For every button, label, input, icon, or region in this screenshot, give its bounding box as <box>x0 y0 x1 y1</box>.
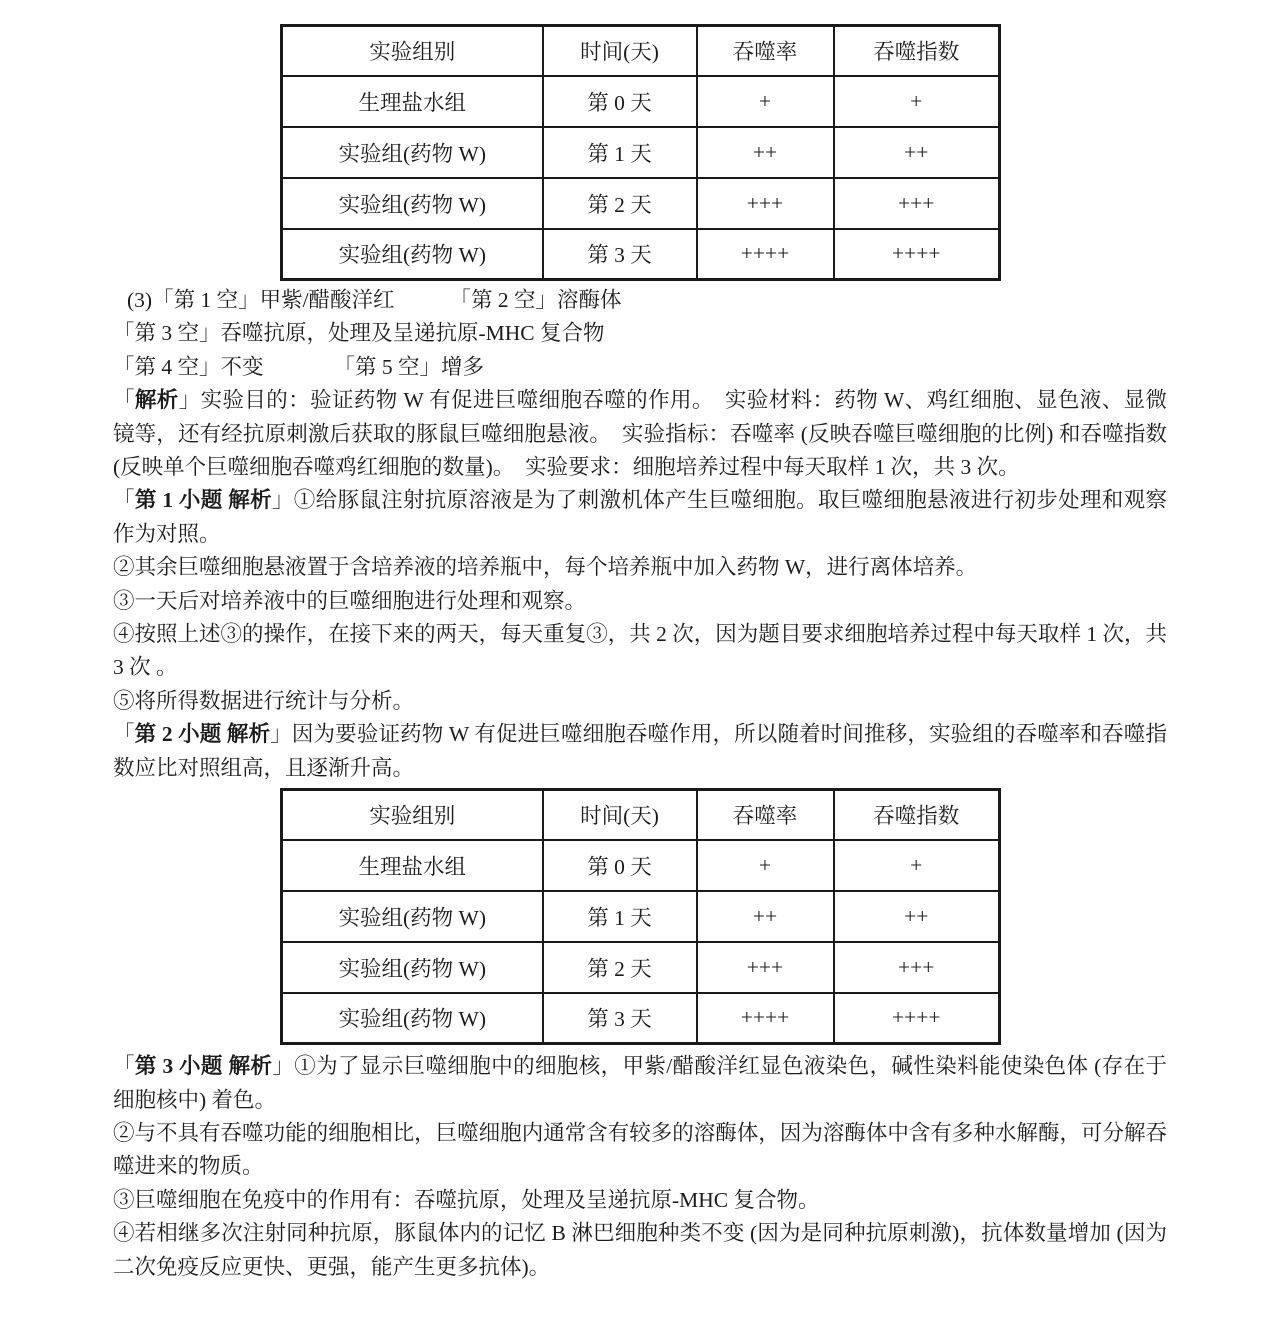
question1-step3: ③一天后对培养液中的巨噬细胞进行处理和观察。 <box>113 588 587 613</box>
table-cell: +++ <box>697 942 834 993</box>
answer-line-3 <box>113 351 1167 384</box>
question2-analysis <box>113 718 1167 785</box>
table-row <box>282 840 1000 891</box>
table-cell: 第 2 天 <box>543 942 697 993</box>
results-table-1 <box>280 24 1001 281</box>
table-cell: 实验组(药物 W) <box>282 942 543 993</box>
results-table-2 <box>280 788 1001 1045</box>
table-header-phagocytosis-index: 吞噬指数 <box>834 26 1000 76</box>
answer-blank-1: (3)「第 1 空」甲紫/醋酸洋红 <box>127 288 395 312</box>
bracket-close: 」 <box>178 388 201 413</box>
table-row <box>282 178 1000 229</box>
analysis-label: 解析 <box>134 388 179 413</box>
table-cell: 第 3 天 <box>543 993 697 1044</box>
question3-step2: ②与不具有吞噬功能的细胞相比，巨噬细胞内通常含有较多的溶酶体，因为溶酶体中含有多种水解酶，可分解吞噬进来的物质。 <box>113 1120 1167 1179</box>
table-cell: 实验组(药物 W) <box>282 178 543 229</box>
table-cell: + <box>697 76 834 127</box>
table-row <box>282 891 1000 942</box>
bracket-close: 」 <box>272 1054 295 1079</box>
bracket-open: 「 <box>113 1054 135 1079</box>
document-page <box>0 24 1279 1341</box>
question1-step5: ⑤将所得数据进行统计与分析。 <box>113 688 415 713</box>
table-cell: + <box>834 840 1000 891</box>
question1-step2: ②其余巨噬细胞悬液置于含培养液的培养瓶中，每个培养瓶中加入药物 W，进行离体培养。 <box>113 555 978 580</box>
table-cell: ++ <box>834 127 1000 178</box>
table-row <box>282 127 1000 178</box>
analysis-paragraph <box>113 384 1167 484</box>
table-cell: +++ <box>697 178 834 229</box>
table-header-phagocytosis-rate: 吞噬率 <box>697 790 834 840</box>
table-header-phagocytosis-index: 吞噬指数 <box>834 790 1000 840</box>
table-cell: 第 1 天 <box>543 127 697 178</box>
analysis-text: 实验目的：验证药物 W 有促进巨噬细胞吞噬的作用。 实验材料：药物 W、鸡红细胞、显色液、显微镜等，还有经抗原刺激后获取的豚鼠巨噬细胞悬液。 实验指标：吞噬率 (反映吞噬巨噬细胞的比例) 和吞噬指数 (反映单个巨噬细胞吞噬鸡红细胞的数量)。 实验要求：细胞培养过程中每天取样 1 次，共 3 次。 <box>113 388 1167 480</box>
bracket-open: 「 <box>113 722 135 747</box>
table-header-group: 实验组别 <box>282 26 543 76</box>
table-cell: +++ <box>834 942 1000 993</box>
table-cell: 实验组(药物 W) <box>282 993 543 1044</box>
question3-label: 第 3 小题 解析 <box>134 1054 273 1079</box>
question3-analysis-block <box>113 1050 1167 1284</box>
table-cell: 第 3 天 <box>543 229 697 280</box>
question1-step1-text: ①给豚鼠注射抗原溶液是为了刺激机体产生巨噬细胞。取巨噬细胞悬液进行初步处理和观察作为对照。 <box>113 488 1167 546</box>
table-header-time: 时间(天) <box>543 790 697 840</box>
table-header-time: 时间(天) <box>543 26 697 76</box>
table-cell: ++ <box>697 127 834 178</box>
table-cell: ++++ <box>697 229 834 280</box>
bracket-open: 「 <box>113 488 135 513</box>
question1-analysis-lead <box>113 484 1167 551</box>
answer-line-2: 「第 3 空」吞噬抗原，处理及呈递抗原-MHC 复合物 <box>113 321 605 346</box>
table-cell: 第 0 天 <box>543 840 697 891</box>
table-header-row <box>282 790 1000 840</box>
table-cell: + <box>834 76 1000 127</box>
answers-and-analysis-block <box>113 284 1167 785</box>
table-cell: 第 2 天 <box>543 178 697 229</box>
bracket-close: 」 <box>270 722 292 747</box>
table-row <box>282 76 1000 127</box>
question3-analysis-lead <box>113 1050 1167 1117</box>
question1-step4: ④按照上述③的操作，在接下来的两天，每天重复③，共 2 次，因为题目要求细胞培养过程中每天取样 1 次，共 3 次 。 <box>113 622 1167 680</box>
bracket-close: 」 <box>271 488 294 513</box>
answer-blank-4: 「第 4 空」不变 <box>113 354 264 379</box>
table-cell: + <box>697 840 834 891</box>
question2-text: 因为要验证药物 W 有促进巨噬细胞吞噬作用，所以随着时间推移，实验组的吞噬率和吞噬指数应比对照组高，且逐渐升高。 <box>113 722 1167 780</box>
table-header-phagocytosis-rate: 吞噬率 <box>697 26 834 76</box>
table-cell: +++ <box>834 178 1000 229</box>
table-cell: 生理盐水组 <box>282 840 543 891</box>
table-cell: 第 1 天 <box>543 891 697 942</box>
table-cell: ++++ <box>834 993 1000 1044</box>
table-cell: ++ <box>834 891 1000 942</box>
question3-step4: ④若相继多次注射同种抗原，豚鼠体内的记忆 B 淋巴细胞种类不变 (因为是同种抗原刺激)，抗体数量增加 (因为二次免疫反应更快、更强，能产生更多抗体)。 <box>113 1221 1167 1279</box>
table-row <box>282 993 1000 1044</box>
answer-blank-2: 「第 2 空」溶酶体 <box>449 288 622 312</box>
answer-blank-5: 「第 5 空」增多 <box>333 354 485 379</box>
table-cell: 生理盐水组 <box>282 76 543 127</box>
table-cell: ++++ <box>834 229 1000 280</box>
question3-step1-text: ①为了显示巨噬细胞中的细胞核，甲紫/醋酸洋红显色液染色，碱性染料能使染色体 (存在于细胞核中) 着色。 <box>113 1054 1167 1112</box>
question1-label: 第 1 小题 解析 <box>134 488 272 513</box>
table-row <box>282 942 1000 993</box>
bracket-open: 「 <box>113 388 135 413</box>
table-cell: 实验组(药物 W) <box>282 229 543 280</box>
table-header-group: 实验组别 <box>282 790 543 840</box>
table-cell: ++ <box>697 891 834 942</box>
table-cell: ++++ <box>697 993 834 1044</box>
answer-line-1 <box>113 284 1167 317</box>
table-header-row <box>282 26 1000 76</box>
table-cell: 实验组(药物 W) <box>282 891 543 942</box>
question2-label: 第 2 小题 解析 <box>134 722 271 747</box>
question3-step3: ③巨噬细胞在免疫中的作用有：吞噬抗原，处理及呈递抗原-MHC 复合物。 <box>113 1187 820 1212</box>
table-cell: 实验组(药物 W) <box>282 127 543 178</box>
table-cell: 第 0 天 <box>543 76 697 127</box>
table-row <box>282 229 1000 280</box>
